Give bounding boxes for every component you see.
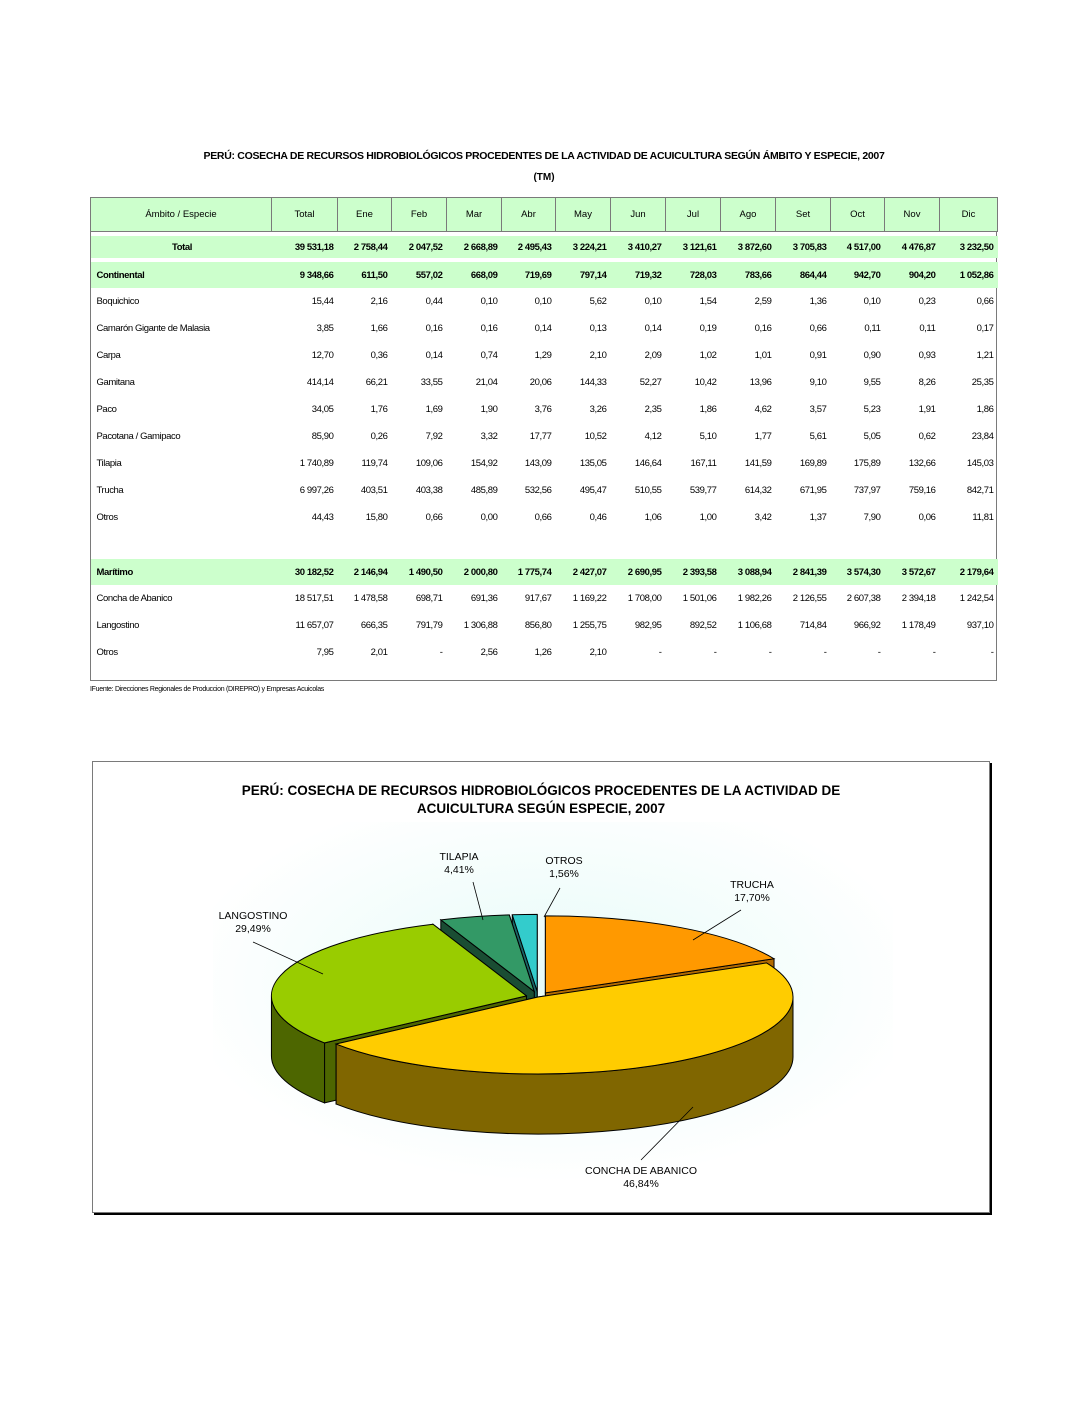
value-cell: 737,97	[853, 485, 881, 496]
row-label: Trucha	[96, 485, 124, 496]
value-cell: 0,66	[809, 323, 827, 334]
value-cell: 0,46	[589, 512, 607, 523]
value-cell: 2,16	[370, 296, 388, 307]
value-cell: 3 574,30	[831, 559, 885, 585]
value-cell: 2 047,52	[392, 236, 447, 258]
slice-percent-langostino: 29,49%	[235, 923, 271, 935]
value-cell: 2,01	[370, 647, 388, 658]
value-cell: 9,10	[809, 377, 827, 388]
value-cell: 20,06	[529, 377, 552, 388]
value-cell: 143,09	[524, 458, 552, 469]
value-cell: 23,84	[971, 431, 994, 442]
value-cell: 1,91	[918, 404, 936, 415]
slice-percent-tilapia: 4,41%	[444, 864, 474, 876]
value-cell: 495,47	[579, 485, 607, 496]
value-cell: 2 146,94	[338, 559, 392, 585]
value-cell: 668,09	[447, 262, 502, 288]
value-cell: 892,52	[689, 620, 717, 631]
spacer-row	[91, 531, 998, 559]
table-row	[91, 477, 998, 504]
value-cell: 856,80	[524, 620, 552, 631]
value-cell: 7,90	[863, 512, 881, 523]
value-cell: 5,10	[699, 431, 717, 442]
value-cell: 0,17	[976, 323, 994, 334]
spacer-cell	[91, 531, 998, 559]
value-cell: 10,42	[694, 377, 717, 388]
value-cell: 1,01	[754, 350, 772, 361]
value-cell: 0,26	[370, 431, 388, 442]
value-cell: 3 232,50	[940, 236, 998, 258]
row-label: Pacotana / Gamipaco	[96, 431, 181, 442]
value-cell: 3,26	[589, 404, 607, 415]
value-cell: 1,36	[809, 296, 827, 307]
source-note	[90, 686, 324, 693]
header-jul: Jul	[666, 198, 721, 232]
value-cell: 3 872,60	[721, 236, 776, 258]
slice-label-otros: OTROS	[545, 855, 583, 867]
value-cell: 10,52	[584, 431, 607, 442]
header-ago: Ago	[721, 198, 776, 232]
value-cell: 0,11	[864, 323, 881, 334]
harvest-table	[90, 197, 998, 666]
value-cell: 141,59	[744, 458, 772, 469]
value-cell: 1,29	[534, 350, 552, 361]
value-cell: 39 531,18	[272, 236, 338, 258]
value-cell: 1,76	[370, 404, 388, 415]
value-cell: 1,21	[976, 350, 994, 361]
total-row	[91, 236, 998, 258]
value-cell: 719,32	[611, 262, 666, 288]
table-row	[91, 315, 998, 342]
value-cell: 18 517,51	[294, 593, 334, 604]
table-header-row	[91, 198, 998, 232]
value-cell: 15,44	[311, 296, 334, 307]
value-cell: 4 476,87	[885, 236, 940, 258]
value-cell: 7,95	[316, 647, 334, 658]
value-cell: -	[658, 647, 662, 658]
value-cell: 1,02	[699, 350, 717, 361]
value-cell: 698,71	[415, 593, 443, 604]
header-total: Total	[272, 198, 338, 232]
value-cell: 33,55	[420, 377, 443, 388]
value-cell: 0,16	[425, 323, 443, 334]
value-cell: 2,59	[754, 296, 772, 307]
value-cell: 1 490,50	[392, 559, 447, 585]
slice-percent-concha-de-abanico: 46,84%	[623, 1178, 659, 1190]
value-cell: 13,96	[749, 377, 772, 388]
value-cell: 135,05	[579, 458, 607, 469]
value-cell: 4 517,00	[831, 236, 885, 258]
value-cell: -	[439, 647, 443, 658]
value-cell: 17,77	[529, 431, 552, 442]
value-cell: 1,54	[699, 296, 717, 307]
value-cell: 714,84	[799, 620, 827, 631]
value-cell: 52,27	[639, 377, 662, 388]
value-cell: 5,05	[863, 431, 881, 442]
value-cell: 1,06	[644, 512, 662, 523]
row-label: Marítimo	[91, 559, 272, 585]
slice-label-trucha: TRUCHA	[730, 879, 774, 891]
value-cell: 85,90	[311, 431, 334, 442]
value-cell: 539,77	[689, 485, 717, 496]
header-abr: Abr	[502, 198, 556, 232]
value-cell: 937,10	[966, 620, 994, 631]
header-oct: Oct	[831, 198, 885, 232]
value-cell: 109,06	[415, 458, 443, 469]
value-cell: 8,26	[918, 377, 936, 388]
value-cell: 532,56	[524, 485, 552, 496]
value-cell: 3 410,27	[611, 236, 666, 258]
slice-label-langostino: LANGOSTINO	[218, 910, 288, 922]
value-cell: 797,14	[556, 262, 611, 288]
value-cell: 1,00	[699, 512, 717, 523]
value-cell: 1 501,06	[682, 593, 717, 604]
source-marker: I	[90, 686, 92, 693]
value-cell: 4,62	[754, 404, 772, 415]
value-cell: -	[932, 647, 936, 658]
value-cell: 9,55	[863, 377, 881, 388]
value-cell: 2,35	[644, 404, 662, 415]
value-cell: 2,56	[480, 647, 498, 658]
slice-percent-trucha: 17,70%	[734, 892, 770, 904]
value-cell: 1 306,88	[463, 620, 498, 631]
slice-percent-otros: 1,56%	[549, 868, 579, 880]
slice-label-concha-de-abanico: CONCHA DE ABANICO	[584, 1165, 698, 1177]
value-cell: 0,90	[863, 350, 881, 361]
value-cell: 0,11	[919, 323, 936, 334]
value-cell: 4,12	[644, 431, 662, 442]
value-cell: 0,06	[918, 512, 936, 523]
value-cell: 864,44	[776, 262, 831, 288]
value-cell: -	[877, 647, 881, 658]
value-cell: 2 427,07	[556, 559, 611, 585]
table-row	[91, 396, 998, 423]
value-cell: 691,36	[470, 593, 498, 604]
value-cell: 1,86	[976, 404, 994, 415]
value-cell: 611,50	[338, 262, 392, 288]
value-cell: 12,70	[311, 350, 334, 361]
value-cell: 942,70	[831, 262, 885, 288]
value-cell: 3,57	[809, 404, 827, 415]
value-cell: 791,79	[415, 620, 443, 631]
value-cell: -	[713, 647, 717, 658]
value-cell: 0,44	[425, 296, 443, 307]
row-label: Boquichico	[96, 296, 139, 307]
value-cell: 1 178,49	[901, 620, 936, 631]
value-cell: 1 169,22	[572, 593, 607, 604]
table-row	[91, 504, 998, 531]
header-mar: Mar	[447, 198, 502, 232]
value-cell: 66,21	[365, 377, 388, 388]
value-cell: 1,66	[370, 323, 388, 334]
value-cell: 0,66	[425, 512, 443, 523]
value-cell: 2,10	[589, 350, 607, 361]
value-cell: 2 607,38	[846, 593, 881, 604]
value-cell: 2 394,18	[901, 593, 936, 604]
value-cell: 5,61	[809, 431, 827, 442]
value-cell: -	[990, 647, 994, 658]
slice-label-tilapia: TILAPIA	[439, 851, 479, 863]
value-cell: 403,51	[360, 485, 388, 496]
value-cell: 0,91	[809, 350, 827, 361]
value-cell: 783,66	[721, 262, 776, 288]
value-cell: -	[768, 647, 772, 658]
value-cell: 1 052,86	[940, 262, 998, 288]
value-cell: 3 224,21	[556, 236, 611, 258]
value-cell: 3 088,94	[721, 559, 776, 585]
value-cell: 167,11	[690, 458, 717, 469]
value-cell: -	[823, 647, 827, 658]
value-cell: 11,81	[972, 512, 994, 523]
value-cell: 25,35	[971, 377, 994, 388]
value-cell: 175,89	[853, 458, 881, 469]
value-cell: 917,67	[524, 593, 552, 604]
value-cell: 0,19	[699, 323, 717, 334]
row-label: Langostino	[96, 620, 139, 631]
table-row	[91, 342, 998, 369]
value-cell: 2 179,64	[940, 559, 998, 585]
value-cell: 966,92	[853, 620, 881, 631]
value-cell: 719,69	[502, 262, 556, 288]
value-cell: 2 758,44	[338, 236, 392, 258]
value-cell: 0,14	[425, 350, 443, 361]
value-cell: 132,66	[908, 458, 936, 469]
value-cell: 2 393,58	[666, 559, 721, 585]
table-row	[91, 369, 998, 396]
value-cell: 11 657,07	[295, 620, 334, 631]
value-cell: 1,77	[754, 431, 772, 442]
value-cell: 1,90	[480, 404, 498, 415]
table-row	[91, 639, 998, 666]
value-cell: 5,23	[863, 404, 881, 415]
value-cell: 2 000,80	[447, 559, 502, 585]
value-cell: 510,55	[634, 485, 662, 496]
value-cell: 671,95	[799, 485, 827, 496]
value-cell: 2 690,95	[611, 559, 666, 585]
table-row	[91, 585, 998, 612]
row-label: Tilapia	[96, 458, 122, 469]
header-mbito-especie: Ámbito / Especie	[91, 198, 272, 232]
value-cell: 0,74	[480, 350, 498, 361]
value-cell: 2 126,55	[792, 593, 827, 604]
value-cell: 2 841,39	[776, 559, 831, 585]
header-dic: Dic	[940, 198, 998, 232]
value-cell: 3,42	[754, 512, 772, 523]
value-cell: 557,02	[392, 262, 447, 288]
value-cell: 1 106,68	[737, 620, 772, 631]
value-cell: 1 775,74	[502, 559, 556, 585]
value-cell: 982,95	[634, 620, 662, 631]
value-cell: 44,43	[311, 512, 334, 523]
row-label: Gamitana	[96, 377, 135, 388]
row-label: Carpa	[96, 350, 121, 361]
source-text: Fuente: Direcciones Regionales de Produccion (DIREPRO) y Empresas Acuicolas	[91, 686, 324, 693]
value-cell: 0,14	[644, 323, 662, 334]
row-label: Continental	[91, 262, 272, 288]
value-cell: 0,14	[534, 323, 552, 334]
value-cell: 0,36	[370, 350, 388, 361]
value-cell: 0,62	[918, 431, 936, 442]
header-jun: Jun	[611, 198, 666, 232]
value-cell: 7,92	[425, 431, 443, 442]
table-row	[91, 423, 998, 450]
pie-chart-panel	[92, 761, 990, 1213]
value-cell: 1,86	[699, 404, 717, 415]
chart-title-line-2: ACUICULTURA SEGÚN ESPECIE, 2007	[416, 801, 666, 816]
value-cell: 759,16	[908, 485, 936, 496]
value-cell: 1,37	[809, 512, 827, 523]
value-cell: 0,00	[480, 512, 498, 523]
value-cell: 2 495,43	[502, 236, 556, 258]
value-cell: 21,04	[475, 377, 498, 388]
value-cell: 3 121,61	[666, 236, 721, 258]
value-cell: 0,13	[589, 323, 607, 334]
value-cell: 3,32	[480, 431, 498, 442]
value-cell: 1 982,26	[737, 593, 772, 604]
value-cell: 144,33	[579, 377, 607, 388]
value-cell: 3,76	[534, 404, 552, 415]
section-row-maritimo	[91, 559, 998, 585]
value-cell: 1 708,00	[627, 593, 662, 604]
table-row	[91, 288, 998, 315]
value-cell: 15,80	[365, 512, 388, 523]
header-ene: Ene	[338, 198, 392, 232]
header-feb: Feb	[392, 198, 447, 232]
row-label: Otros	[96, 647, 118, 658]
value-cell: 30 182,52	[272, 559, 338, 585]
value-cell: 6 997,26	[299, 485, 334, 496]
header-may: May	[556, 198, 611, 232]
value-cell: 0,10	[644, 296, 662, 307]
value-cell: 0,16	[480, 323, 498, 334]
value-cell: 614,32	[744, 485, 772, 496]
table-unit: (TM)	[533, 172, 555, 183]
pie-chart	[93, 762, 989, 1212]
row-label: Camarón Gigante de Malasia	[96, 323, 210, 334]
section-row-continental	[91, 262, 998, 288]
value-cell: 842,71	[966, 485, 994, 496]
chart-title-line-1: PERÚ: COSECHA DE RECURSOS HIDROBIOLÓGICOS PROCEDENTES DE LA ACTIVIDAD DE	[241, 783, 841, 798]
value-cell: 414,14	[306, 377, 334, 388]
value-cell: 1 255,75	[572, 620, 607, 631]
value-cell: 2,09	[644, 350, 662, 361]
value-cell: 2,10	[589, 647, 607, 658]
row-label: Otros	[96, 512, 118, 523]
value-cell: 904,20	[885, 262, 940, 288]
header-nov: Nov	[885, 198, 940, 232]
value-cell: 0,16	[754, 323, 772, 334]
value-cell: 3,85	[316, 323, 334, 334]
value-cell: 3 705,83	[776, 236, 831, 258]
value-cell: 0,10	[863, 296, 881, 307]
harvest-table-frame	[90, 197, 997, 681]
value-cell: 666,35	[360, 620, 388, 631]
value-cell: 119,74	[361, 458, 388, 469]
row-label: Concha de Abanico	[96, 593, 173, 604]
value-cell: 3 572,67	[885, 559, 940, 585]
table-title: PERÚ: COSECHA DE RECURSOS HIDROBIOLÓGICOS PROCEDENTES DE LA ACTIVIDAD DE ACUICULTURA SEGÚN ÁMBITO Y ESPECIE, 2007	[203, 150, 885, 162]
value-cell: 34,05	[311, 404, 334, 415]
value-cell: 0,66	[976, 296, 994, 307]
value-cell: 5,62	[589, 296, 607, 307]
value-cell: 0,10	[534, 296, 552, 307]
value-cell: 145,03	[966, 458, 994, 469]
value-cell: 0,10	[480, 296, 498, 307]
value-cell: 1,69	[425, 404, 443, 415]
value-cell: 2 668,89	[447, 236, 502, 258]
header-set: Set	[776, 198, 831, 232]
value-cell: 154,92	[470, 458, 498, 469]
row-label: Paco	[96, 404, 117, 415]
table-row	[91, 450, 998, 477]
value-cell: 1 740,89	[299, 458, 334, 469]
value-cell: 403,38	[415, 485, 443, 496]
row-label: Total	[91, 236, 272, 258]
value-cell: 0,66	[534, 512, 552, 523]
value-cell: 0,23	[918, 296, 936, 307]
value-cell: 146,64	[634, 458, 662, 469]
table-row	[91, 612, 998, 639]
value-cell: 169,89	[799, 458, 827, 469]
value-cell: 485,89	[470, 485, 498, 496]
value-cell: 1 478,58	[353, 593, 388, 604]
value-cell: 1,26	[534, 647, 552, 658]
value-cell: 0,93	[918, 350, 936, 361]
value-cell: 728,03	[666, 262, 721, 288]
value-cell: 9 348,66	[272, 262, 338, 288]
value-cell: 1 242,54	[959, 593, 994, 604]
